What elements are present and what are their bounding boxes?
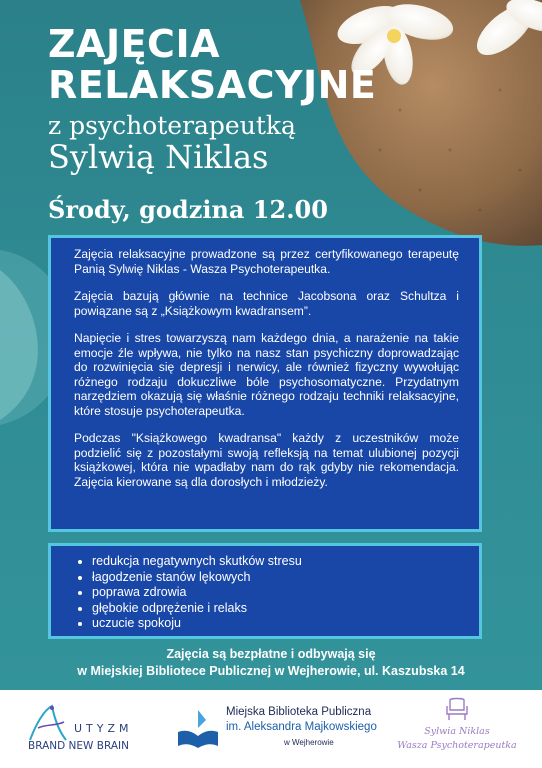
autyzm-brand: BRAND NEW BRAIN [28, 740, 129, 752]
benefits-list [67, 554, 463, 632]
page-title [48, 24, 376, 106]
subtitle: z psychoterapeutką [48, 111, 296, 140]
autyzm-logo[interactable] [26, 700, 166, 758]
logos-bar [0, 690, 542, 768]
armchair-icon [444, 696, 470, 722]
description-paragraph: Zajęcia bazują głównie na technice Jacobsona oraz Schultza i powiązane są z „Książkowym kwadransem”. [74, 289, 459, 318]
description-paragraph: Podczas "Książkowego kwadransa" każdy z uczestników może podzielić się z pozostałymi swoją refleksją na temat ulubionej pozycji książkowej, która nie wpadłaby nam do rąk gdyby nie rekomendacja. Zajęcia kierowane są dla dorosłych i młodzieży. [74, 431, 459, 489]
library-city: w Wejherowie [284, 738, 334, 747]
library-patron: im. Aleksandra Majkowskiego [226, 721, 377, 733]
benefit-item: • redukcja negatywnych skutków stresu [92, 554, 463, 570]
library-logo[interactable] [176, 706, 376, 756]
description-box [48, 235, 482, 532]
title-line-1: ZAJĘCIA [48, 22, 220, 66]
library-name: Miejska Biblioteka Publiczna [226, 706, 372, 718]
therapist-logo-name: Sylwia Niklas [424, 726, 490, 737]
therapist-logo[interactable] [382, 696, 532, 762]
therapist-logo-tagline: Wasza Psychoterapeutka [397, 740, 517, 751]
location-info [0, 646, 542, 680]
benefits-box [48, 543, 482, 639]
benefit-item: • uczucie spokoju [92, 616, 463, 632]
schedule: Środy, godzina 12.00 [48, 195, 328, 224]
location-line-1: Zajęcia są bezpłatne i odbywają się [166, 647, 376, 661]
therapist-name: Sylwią Niklas [48, 138, 269, 176]
benefit-item: • głębokie odprężenie i relaks [92, 601, 463, 617]
benefit-item: • łagodzenie stanów lękowych [92, 570, 463, 586]
title-line-2: RELAKSACYJNE [48, 63, 377, 107]
description-paragraph: Zajęcia relaksacyjne prowadzone są przez certyfikowanego terapeutę Panią Sylwię Niklas - Wasza Psychoterapeutka. [74, 247, 459, 276]
description-paragraph: Napięcie i stres towarzyszą nam każdego dnia, a narażenie na takie emocje źle wpływa, nie tylko na nasz stan psychiczny doprowadzając do rozwinięcia się depresji i nerwicy, ale również fizyczny wywołując różnego rodzaju dokuczliwe bóle psychosomatyczne. Przydatnym narzędziem okazują się właśnie różnego rodzaju techniki relaksacyjne, które stosuje psychoterapeutka. [74, 331, 459, 418]
autyzm-a-icon [26, 704, 76, 744]
book-icon [176, 706, 220, 750]
autyzm-wordmark: UTYZM [74, 722, 133, 735]
location-line-2: w Miejskiej Bibliotece Publicznej w Wejherowie, ul. Kaszubska 14 [77, 664, 465, 678]
benefit-item: • poprawa zdrowia [92, 585, 463, 601]
